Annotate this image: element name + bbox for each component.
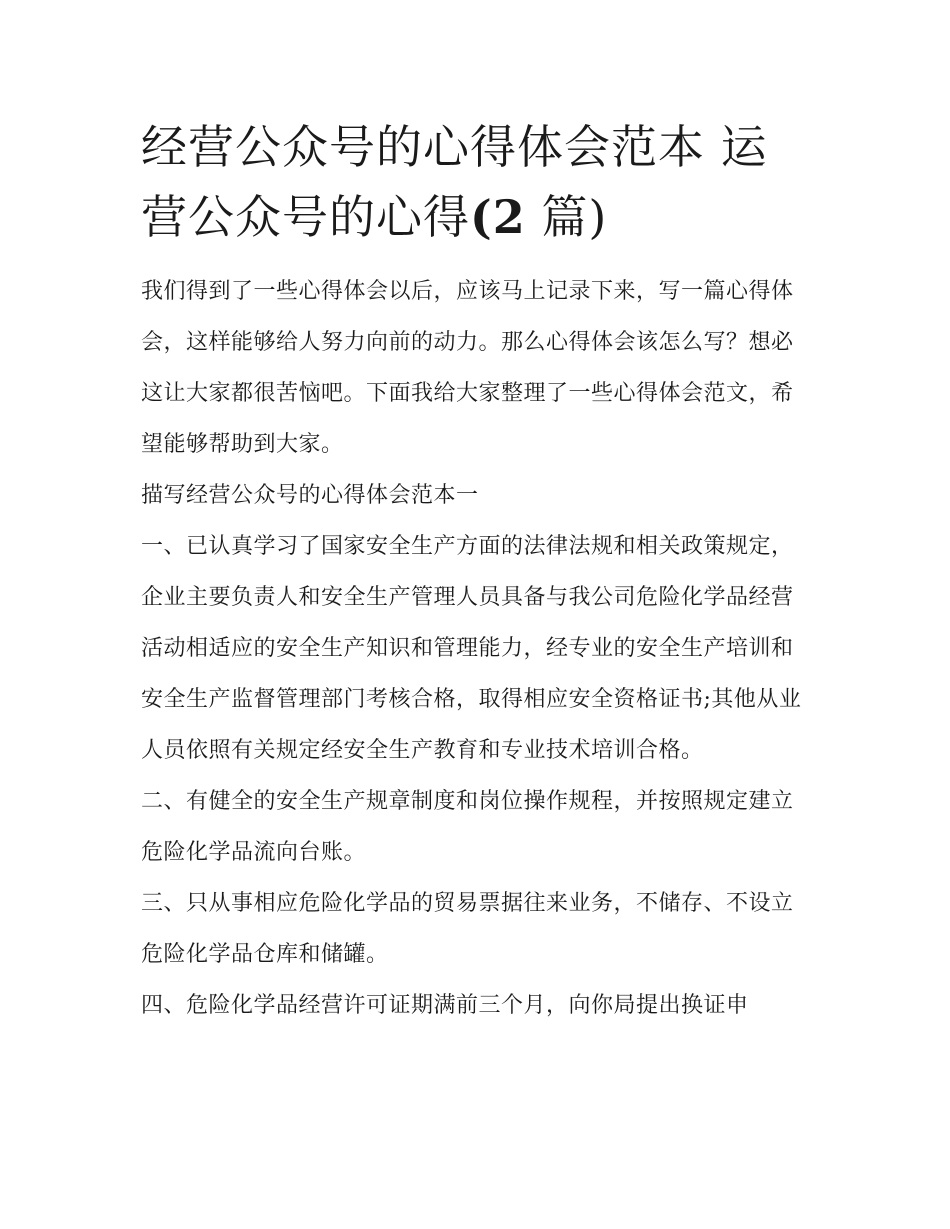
title-count: (2 [470,190,526,244]
title-text: 经营公众号的心得体会范本 运营公众号的心得 [141,120,768,244]
body-paragraph-1: 一、已认真学习了国家安全生产方面的法律法规和相关政策规定，企业主要负责人和安全生产管理人员具备与我公司危险化学品经营活动相适应的安全生产知识和管理能力，经专业的安全生产培训和安全生产监督管理部门考核合格，取得相应安全资格证书;其他从业人员依照有关规定经安全生产教育和专业技术培训合格。 [141,534,802,763]
document-page [141,112,813,1031]
body-paragraph-2: 二、有健全的安全生产规章制度和岗位操作规程，并按照规定建立危险化学品流向台账。 [141,789,794,865]
section-heading: 描写经营公众号的心得体会范本一 [141,483,479,508]
body-paragraph-4: 四、危险化学品经营许可证期满前三个月，向你局提出换证申 [141,993,749,1018]
title-suffix: 篇) [525,190,608,244]
body-paragraph-3: 三、只从事相应危险化学品的贸易票据往来业务，不储存、不设立危险化学品仓库和储罐。 [141,891,794,967]
intro-paragraph: 我们得到了一些心得体会以后，应该马上记录下来，写一篇心得体会，这样能够给人努力向前的动力。那么心得体会该怎么写？想必这让大家都很苦恼吧。下面我给大家整理了一些心得体会范文，希望能够帮助到大家。 [141,279,794,457]
document-title [141,112,813,252]
